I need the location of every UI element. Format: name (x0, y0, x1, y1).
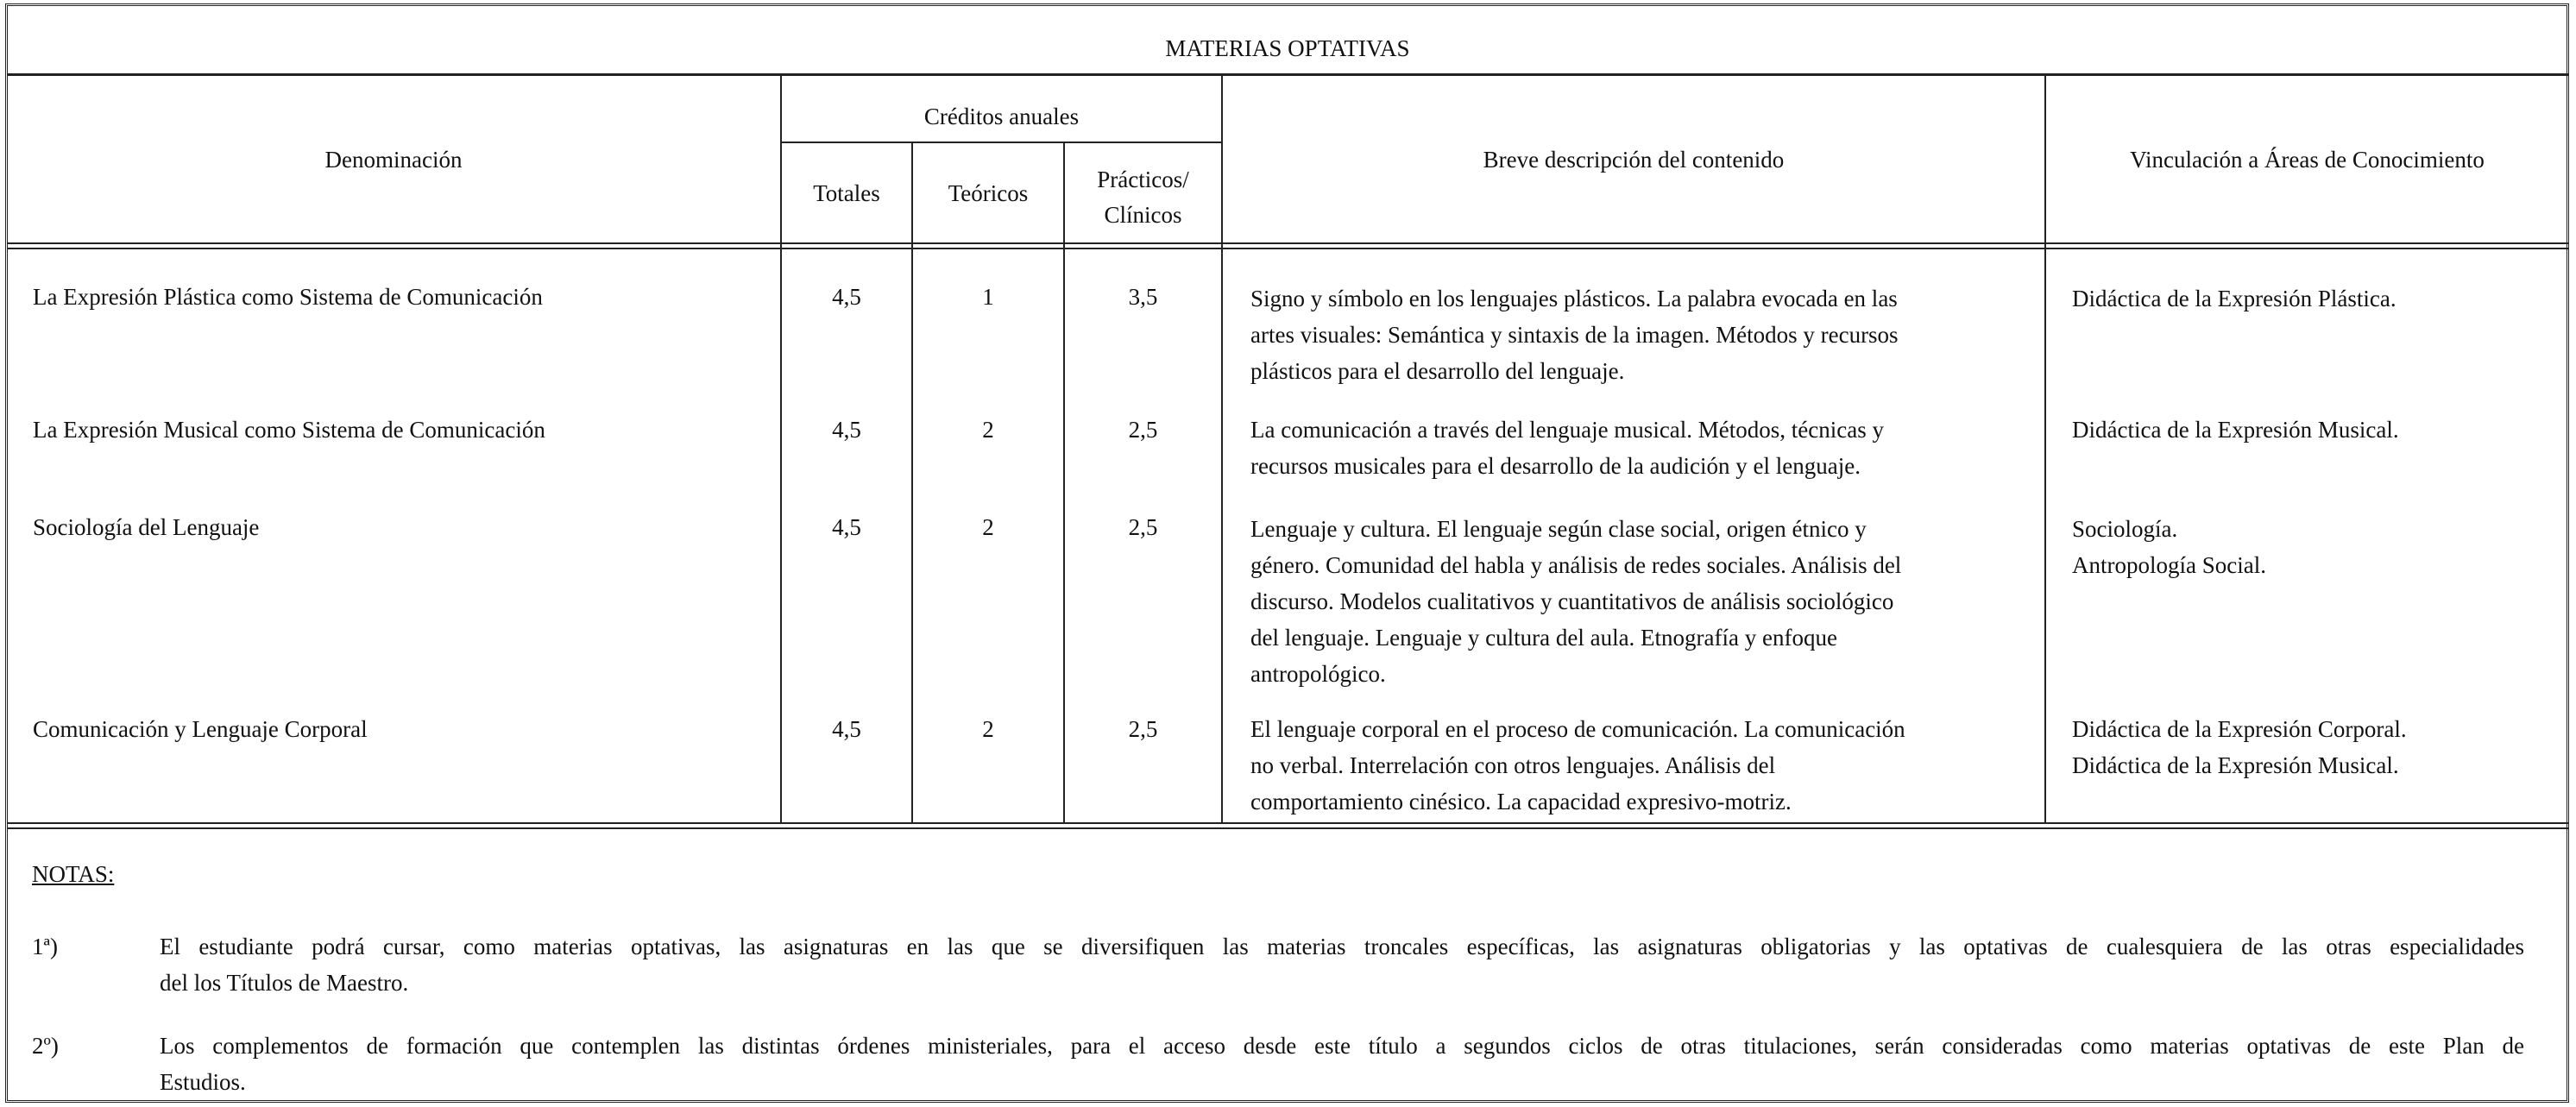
row-3-descripcion-line-3: discurso. Modelos cualitativos y cuantitativos de análisis sociológico (1250, 588, 1894, 614)
row-3-descripcion-line-1: Lenguaje y cultura. El lenguaje según clase social, origen étnico y (1250, 516, 1867, 542)
row-3-practicos: 2,5 (1128, 514, 1158, 540)
row-1-teoricos: 1 (982, 284, 994, 310)
row-3-vinculacion (2072, 511, 2266, 583)
row-3-descripcion-line-5: antropológico. (1250, 661, 1386, 687)
note-1-text (160, 928, 2524, 1001)
row-1-totales: 4,5 (832, 284, 861, 310)
note-2-line-2: Estudios. (160, 1069, 246, 1095)
row-1-vinculacion (2072, 280, 2396, 317)
table-title: MATERIAS OPTATIVAS (1165, 35, 1410, 61)
rule-below-header-b (7, 248, 2568, 249)
header-practicos-clinicos (1065, 162, 1221, 240)
row-4-descripcion-line-3: comportamiento cinésico. La capacidad expresivo-motriz. (1250, 789, 1792, 815)
rule-above-notes-a (7, 822, 2568, 824)
row-2-descripcion (1250, 412, 1884, 484)
row-1-descripcion-line-3: plásticos para el desarrollo del lenguaje. (1250, 358, 1625, 384)
row-2-descripcion-line-2: recursos musicales para el desarrollo de la audición y el lenguaje. (1250, 453, 1861, 479)
row-1-practicos: 3,5 (1128, 284, 1158, 310)
header-descripcion: Breve descripción del contenido (1483, 146, 1785, 173)
row-4-descripcion-line-1: El lenguaje corporal en el proceso de comunicación. La comunicación (1250, 716, 1905, 742)
row-4-descripcion-line-2: no verbal. Interrelación con otros lenguajes. Análisis del (1250, 752, 1776, 778)
header-creditos-anuales: Créditos anuales (923, 104, 1080, 129)
header-practicos-line2: Clínicos (1104, 202, 1182, 228)
row-1-descripcion (1250, 280, 1899, 389)
note-1-marker: 1ª) (32, 934, 58, 959)
row-3-descripcion-line-4: del lenguaje. Lenguaje y cultura del aula. Etnografía y enfoque (1250, 625, 1837, 651)
header-totales: Totales (813, 179, 880, 206)
row-2-denominacion: La Expresión Musical como Sistema de Comunicación (33, 417, 545, 443)
rule-below-header-a (7, 242, 2568, 244)
row-3-denominacion: Sociología del Lenguaje (33, 514, 260, 540)
row-3-descripcion-line-2: género. Comunidad del habla y análisis de redes sociales. Análisis del (1250, 552, 1902, 578)
row-2-vinculacion-line-1: Didáctica de la Expresión Musical. (2072, 417, 2399, 443)
row-2-vinculacion (2072, 412, 2399, 448)
row-4-vinculacion-line-1: Didáctica de la Expresión Corporal. (2072, 716, 2407, 742)
row-3-teoricos: 2 (982, 514, 994, 540)
row-4-practicos: 2,5 (1128, 716, 1158, 742)
header-vinculacion: Vinculación a Áreas de Conocimiento (2130, 146, 2485, 173)
row-4-descripcion (1250, 711, 1905, 820)
row-2-totales: 4,5 (832, 417, 861, 443)
row-1-descripcion-line-1: Signo y símbolo en los lenguajes plásticos. La palabra evocada en las (1250, 286, 1898, 311)
note-2-line-1: Los complementos de formación que contemplen las distintas órdenes ministeriales, para el acceso desde este título a segundos ciclos de otras titulaciones, serán consideradas como materias optativas de este Plan de (160, 1033, 2524, 1059)
row-4-denominacion: Comunicación y Lenguaje Corporal (33, 716, 368, 742)
note-2-marker: 2º) (32, 1033, 59, 1059)
header-denominacion: Denominación (324, 146, 463, 173)
rule-above-notes-b (7, 827, 2568, 829)
header-teoricos: Teóricos (948, 179, 1029, 206)
note-1-line-2: del los Títulos de Maestro. (160, 970, 409, 996)
row-4-vinculacion (2072, 711, 2407, 783)
row-3-descripcion (1250, 511, 1901, 692)
row-4-totales: 4,5 (832, 716, 861, 742)
notes-title: NOTAS: (32, 861, 115, 887)
note-1-line-1: El estudiante podrá cursar, como materias optativas, las asignaturas en las que se diversifiquen las materias troncales específicas, las asignaturas obligatorias y las optativas de cualesquiera de las otras especialidades (160, 934, 2524, 959)
row-4-teoricos: 2 (982, 716, 994, 742)
row-1-descripcion-line-2: artes visuales: Semántica y sintaxis de la imagen. Métodos y recursos (1250, 322, 1899, 348)
row-2-practicos: 2,5 (1128, 417, 1158, 443)
row-3-vinculacion-line-2: Antropología Social. (2072, 552, 2266, 578)
header-practicos-line1: Prácticos/ (1097, 167, 1189, 192)
row-2-teoricos: 2 (982, 417, 994, 443)
row-3-totales: 4,5 (832, 514, 861, 540)
row-2-descripcion-line-1: La comunicación a través del lenguaje musical. Métodos, técnicas y (1250, 417, 1884, 443)
note-2-text (160, 1028, 2524, 1100)
row-4-vinculacion-line-2: Didáctica de la Expresión Musical. (2072, 752, 2399, 778)
row-1-denominacion: La Expresión Plástica como Sistema de Comunicación (33, 284, 543, 310)
row-3-vinculacion-line-1: Sociología. (2072, 516, 2178, 542)
row-1-vinculacion-line-1: Didáctica de la Expresión Plástica. (2072, 286, 2396, 311)
